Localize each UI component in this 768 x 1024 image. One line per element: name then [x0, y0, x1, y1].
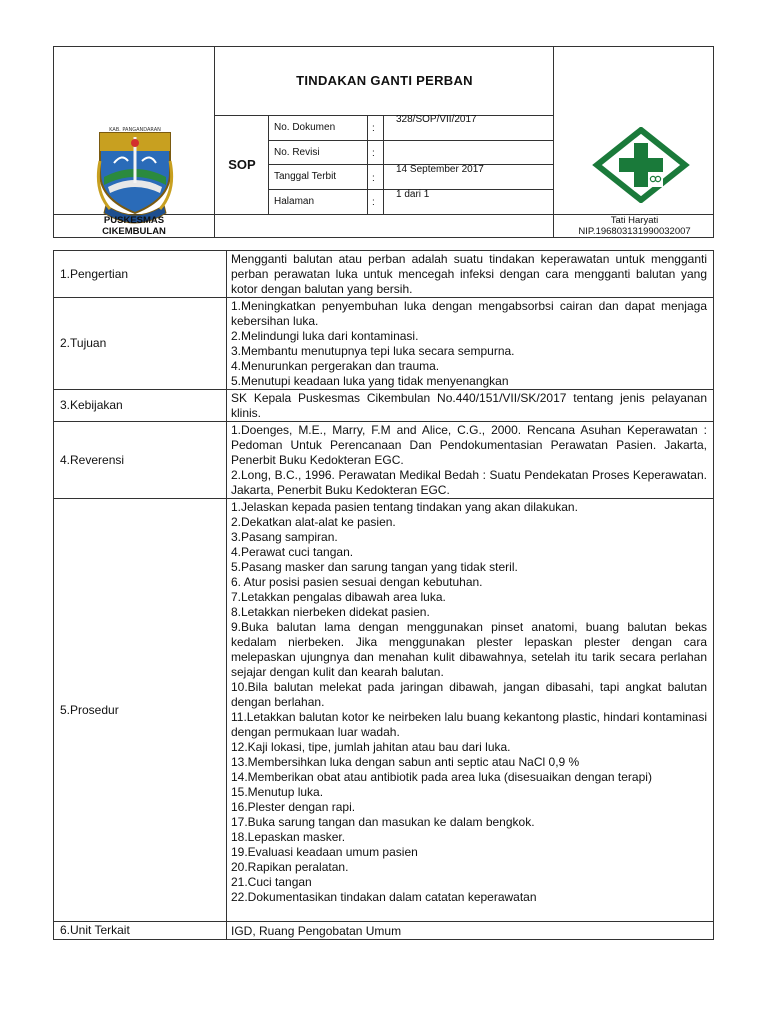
row-label: 6.Unit Terkait [54, 922, 227, 940]
meta-colon: : [372, 197, 375, 208]
puskesmas-cross-logo [592, 127, 690, 203]
table-row [54, 499, 714, 922]
row-label: 4.Reverensi [54, 422, 227, 499]
logo-caption: KAB. PANGANDARAN [109, 127, 161, 133]
meta-value: 1 dari 1 [396, 189, 430, 200]
meta-value: 328/SOP/VII/2017 [396, 114, 477, 125]
meta-label: Halaman [274, 196, 315, 207]
row-content: 1.Jelaskan kepada pasien tentang tindakan yang akan dilakukan. 2.Dekatkan alat-alat ke pasien. 3.Pasang sampiran. 4.Perawat cuci tangan. 5.Pasang masker dan sarung tangan yang tidak steril. 6. Atur posisi pasien sesuai dengan kebutuhan. 7.Letakkan pengalas dibawah area luka. 8.Letakkan nierbeken didekat pasien. 9.Buka balutan lama dengan menggunakan pinset anatomi, buang balutan bekas kedalam nierbeken. Jika menggunakan plester lepaskan plester dengan cara melepaskan ujungnya dan menahan kulit dibawahnya, setelah itu tarik secara perlahan sejajar dengan kulit dan kearah balutan. 10.Bila balutan melekat pada jaringan dibawah, jangan dibasahi, tapi angkat balutan dengan berlahan. 11.Letakkan balutan kotor ke neirbeken lalu buang kekantong plastic, hindari kontaminasi dengan permukaan luar wadah. 12.Kaji lokasi, tipe, jumlah jahitan atau bau dari luka. 13.Membersihkan luka dengan sabun anti septic atau NaCl 0,9 % 14.Memberikan obat atau antibiotik pada area luka (disesuaikan dengan terapi) 15.Menutup luka. 16.Plester dengan rapi. 17.Buka sarung tangan dan masukan ke dalam bengkok. 18.Lepaskan masker. 19.Evaluasi keadaan umum pasien 20.Rapikan peralatan. 21.Cuci tangan 22.Dokumentasikan tindakan dalam catatan keperawatan [227, 499, 714, 922]
meta-value: 14 September 2017 [396, 164, 484, 175]
divider [214, 115, 553, 116]
meta-colon: : [372, 123, 375, 134]
puskesmas-name: PUSKESMAS CIKEMBULAN [102, 215, 166, 237]
signature-block [554, 215, 715, 237]
table-row [54, 390, 714, 422]
row-content: SK Kepala Puskesmas Cikembulan No.440/151/VII/SK/2017 tentang jenis pelayanan klinis. [227, 390, 714, 422]
row-label: 2.Tujuan [54, 298, 227, 390]
table-row [54, 251, 714, 298]
divider [553, 47, 554, 237]
row-content: 1.Doenges, M.E., Marry, F.M and Alice, C.G., 2000. Rencana Asuhan Keperawatan : Pedoman Untuk Perencanaan Dan Pendokumentasian Perawatan Pasien. Jakarta, Penerbit Buku Kedokteran EGC. 2.Long, B.C., 1996. Perawatan Medikal Bedah : Suatu Pendekatan Proses Keperawatan. Jakarta, Penerbit Buku Kedokteran EGC. [227, 422, 714, 499]
signer-nip: NIP.196803131990032007 [578, 226, 691, 237]
row-label: 1.Pengertian [54, 251, 227, 298]
divider [214, 47, 215, 237]
table-row [54, 298, 714, 390]
meta-label: No. Dokumen [274, 122, 336, 133]
row-content: Mengganti balutan atau perban adalah suatu tindakan keperawatan untuk mengganti perban perawatan luka untuk mencegah infeksi dengan cara mengganti balutan yang kotor dengan balutan yang bersih. [227, 251, 714, 298]
meta-colon: : [372, 148, 375, 159]
row-content: IGD, Ruang Pengobatan Umum [227, 922, 714, 940]
sop-label: SOP [228, 157, 256, 172]
divider [268, 140, 553, 141]
sop-content-table [53, 250, 714, 940]
signer-name: Tati Haryati [610, 215, 659, 226]
table-row [54, 922, 714, 940]
table-row [54, 422, 714, 499]
meta-label: Tanggal Terbit [274, 171, 337, 182]
row-label: 5.Prosedur [54, 499, 227, 922]
row-label: 3.Kebijakan [54, 390, 227, 422]
meta-colon: : [372, 173, 375, 184]
row-content: 1.Meningkatkan penyembuhan luka dengan mengabsorbsi cairan dan dapat menjaga kebersihan luka. 2.Melindungi luka dari kontaminasi. 3.Membantu menutupnya tepi luka secara sempurna. 4.Menurunkan pergerakan dan trauma. 5.Menutupi keadaan luka yang tidak menyenangkan [227, 298, 714, 390]
document-title: TINDAKAN GANTI PERBAN [296, 73, 473, 88]
meta-label: No. Revisi [274, 147, 320, 158]
sop-header [53, 46, 714, 238]
